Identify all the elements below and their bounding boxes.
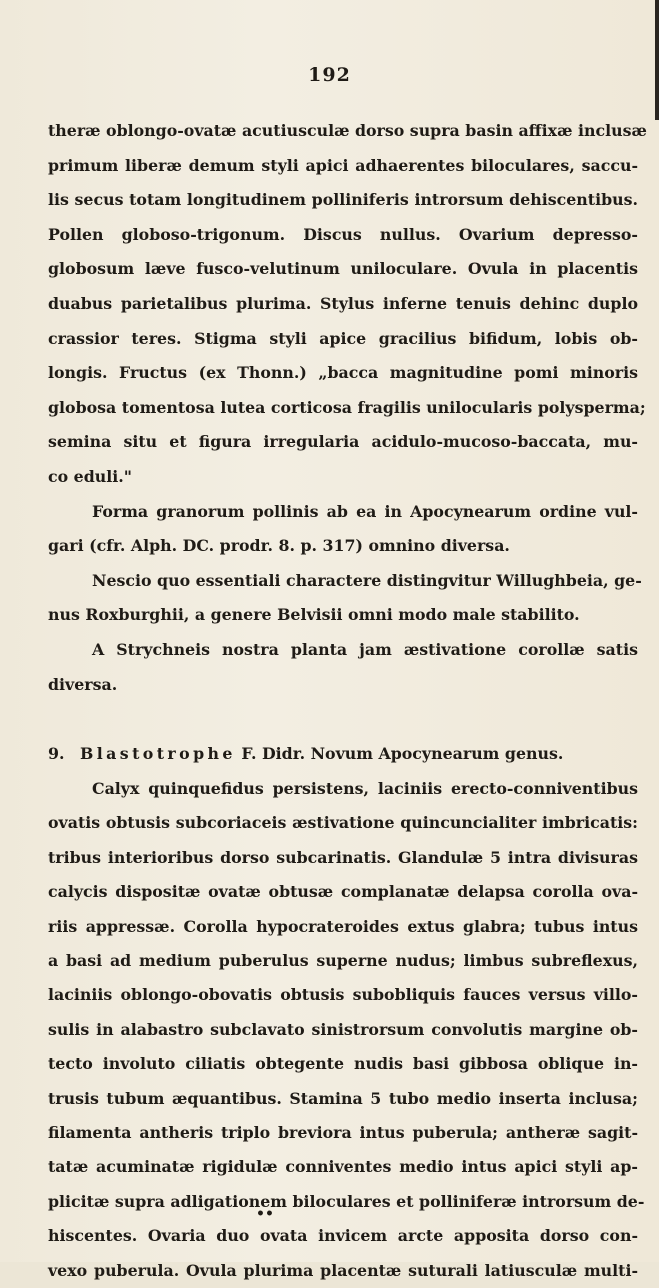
text-line: globosum læve fusco-velutinum uniloculare. Ovula in placentis bbox=[48, 259, 638, 279]
text-line: plicitæ supra adligationem biloculares et polliniferæ introrsum de- bbox=[48, 1191, 645, 1211]
text-line: globosa tomentosa lutea corticosa fragilis unilocularis polysperma; bbox=[48, 397, 646, 417]
genus-author: F. Didr. bbox=[241, 744, 306, 764]
text-line: gari (cfr. Alph. DC. prodr. 8. p. 317) omnino diversa. bbox=[48, 536, 510, 556]
paragraph-willughbeia bbox=[48, 564, 642, 633]
genus-heading bbox=[48, 736, 638, 772]
text-line: tecto involuto ciliatis obtegente nudis basi gibbosa oblique in- bbox=[48, 1054, 638, 1074]
text-line: theræ oblongo-ovatæ acutiusculæ dorso supra basin affixæ inclusæ bbox=[48, 121, 647, 140]
section-gap bbox=[48, 702, 638, 736]
text-line: calycis dispositæ ovatæ obtusæ complanatæ delapsa corolla ova- bbox=[48, 882, 638, 902]
text-line: laciniis oblongo-obovatis obtusis subobliquis fauces versus villo- bbox=[48, 985, 638, 1005]
paragraph-pollen-form bbox=[48, 495, 638, 564]
text-line: filamenta antheris triplo breviora intus puberula; antheræ sagit- bbox=[48, 1123, 638, 1142]
printer-mark: •• bbox=[256, 1206, 274, 1222]
text-line: hiscentes. Ovaria duo ovata invicem arcte apposita dorso con- bbox=[48, 1226, 638, 1246]
text-line: semina situ et figura irregularia acidulo-mucoso-baccata, mu- bbox=[48, 432, 638, 452]
text-line: longis. Fructus (ex Thonn.) „bacca magnitudine pomi minoris bbox=[48, 363, 638, 383]
text-line: diversa. bbox=[48, 674, 118, 694]
genus-name: Blastotrophe bbox=[80, 744, 236, 764]
text-line: tribus interioribus dorso subcarinatis. Glandulæ 5 intra divisuras bbox=[48, 847, 638, 867]
text-line: Nescio quo essentiali charactere distingvitur Willughbeia, ge- bbox=[92, 570, 642, 590]
text-line: sulis in alabastro subclavato sinistrorsum convolutis margine ob- bbox=[48, 1019, 638, 1039]
text-line: vexo puberula. Ovula plurima placentæ suturali latiusculæ multi- bbox=[48, 1260, 638, 1280]
page-edge-shadow bbox=[655, 0, 659, 120]
text-line: duabus parietalibus plurima. Stylus inferne tenuis dehinc duplo bbox=[48, 293, 638, 313]
paragraph-description-continued bbox=[48, 114, 647, 495]
genus-number: 9. bbox=[48, 744, 65, 764]
text-line: A Strychneis nostra planta jam æstivatione corollæ satis bbox=[92, 639, 638, 659]
body-text bbox=[48, 114, 647, 1288]
text-line: ovatis obtusis subcoriaceis æstivatione quincuncialiter imbricatis: bbox=[48, 813, 638, 833]
text-line: trusis tubum æquantibus. Stamina 5 tubo medio inserta inclusa; bbox=[48, 1088, 638, 1108]
paragraph-calyx bbox=[48, 772, 645, 1288]
text-line: a basi ad medium puberulus superne nudus; limbus subreflexus, bbox=[48, 951, 638, 971]
page-number: 192 bbox=[308, 64, 351, 86]
text-line: co eduli." bbox=[48, 466, 132, 486]
text-line: riis appressæ. Corolla hypocrateroides extus glabra; tubus intus bbox=[48, 916, 638, 936]
text-line: crassior teres. Stigma styli apice gracilius bifidum, lobis ob- bbox=[48, 328, 638, 348]
text-line: Forma granorum pollinis ab ea in Apocynearum ordine vul- bbox=[92, 501, 638, 521]
text-line: nus Roxburghii, a genere Belvisii omni modo male stabilito. bbox=[48, 605, 580, 625]
paragraph-strychneis bbox=[48, 633, 638, 702]
text-line: Pollen globoso-trigonum. Discus nullus. Ovarium depresso- bbox=[48, 224, 638, 244]
text-line: tatæ acuminatæ rigidulæ conniventes medio intus apici styli ap- bbox=[48, 1157, 638, 1177]
text-line: primum liberæ demum styli apici adhaerentes biloculares, saccu- bbox=[48, 155, 638, 175]
text-line: lis secus totam longitudinem polliniferis introrsum dehiscentibus. bbox=[48, 190, 638, 210]
text-line: Calyx quinquefidus persistens, laciniis erecto-conniventibus bbox=[92, 779, 638, 799]
genus-description: Novum Apocynearum genus. bbox=[310, 744, 564, 764]
